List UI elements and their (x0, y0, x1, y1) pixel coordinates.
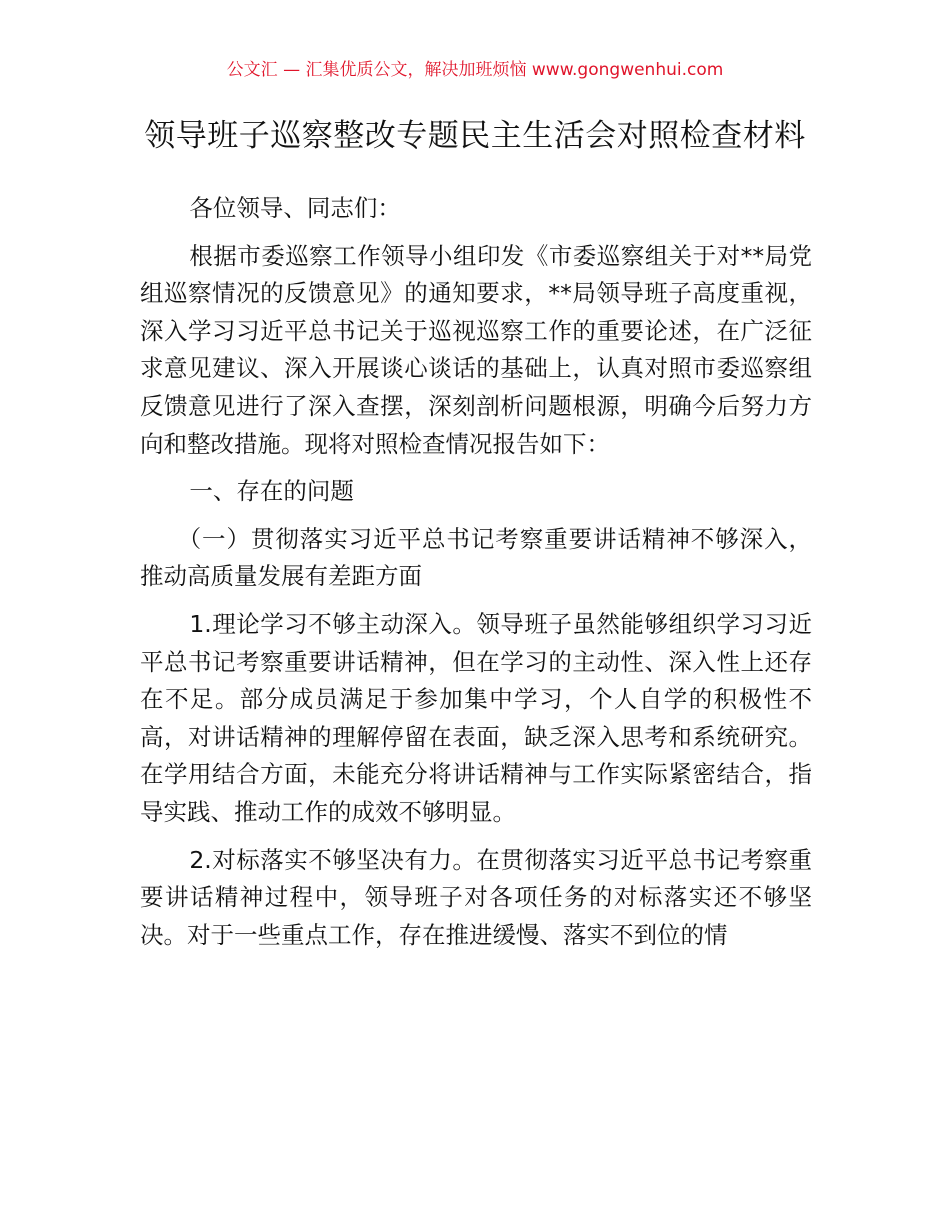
item-paragraph-2: 2.对标落实不够坚决有力。在贯彻落实习近平总书记考察重要讲话精神过程中，领导班子对各项任务的对标落实还不够坚决。对于一些重点工作，存在推进缓慢、落实不到位的情 (140, 845, 812, 949)
salutation: 各位领导、同志们： (189, 194, 401, 222)
section-heading: 一、存在的问题 (189, 477, 354, 506)
document-body (140, 190, 812, 964)
subsection-heading: （一）贯彻落实习近平总书记考察重要讲话精神不够深入，推动高质量发展有差距方面 (140, 524, 812, 591)
document-title: 领导班子巡察整改专题民主生活会对照检查材料 (144, 118, 806, 154)
intro-paragraph: 根据市委巡察工作领导小组印发《市委巡察组关于对**局党组巡察情况的反馈意见》的通知要求，**局领导班子高度重视，深入学习习近平总书记关于巡视巡察工作的重要论述，在广泛征求意见建议、深入开展谈心谈话的基础上，认真对照市委巡察组反馈意见进行了深入查摆，深刻剖析问题根源，明确今后努力方向和整改措施。现将对照检查情况报告如下： (140, 241, 812, 458)
item-paragraph-1: 1.理论学习不够主动深入。领导班子虽然能够组织学习习近平总书记考察重要讲话精神，但在学习的主动性、深入性上还存在不足。部分成员满足于参加集中学习，个人自学的积极性不高，对讲话精神的理解停留在表面，缺乏深入思考和系统研究。在学用结合方面，未能充分将讲话精神与工作实际紧密结合，指导实践、推动工作的成效不够明显。 (140, 609, 812, 826)
watermark-banner: 公文汇 — 汇集优质公文，解决加班烦恼 www.gongwenhui.com (226, 60, 724, 80)
